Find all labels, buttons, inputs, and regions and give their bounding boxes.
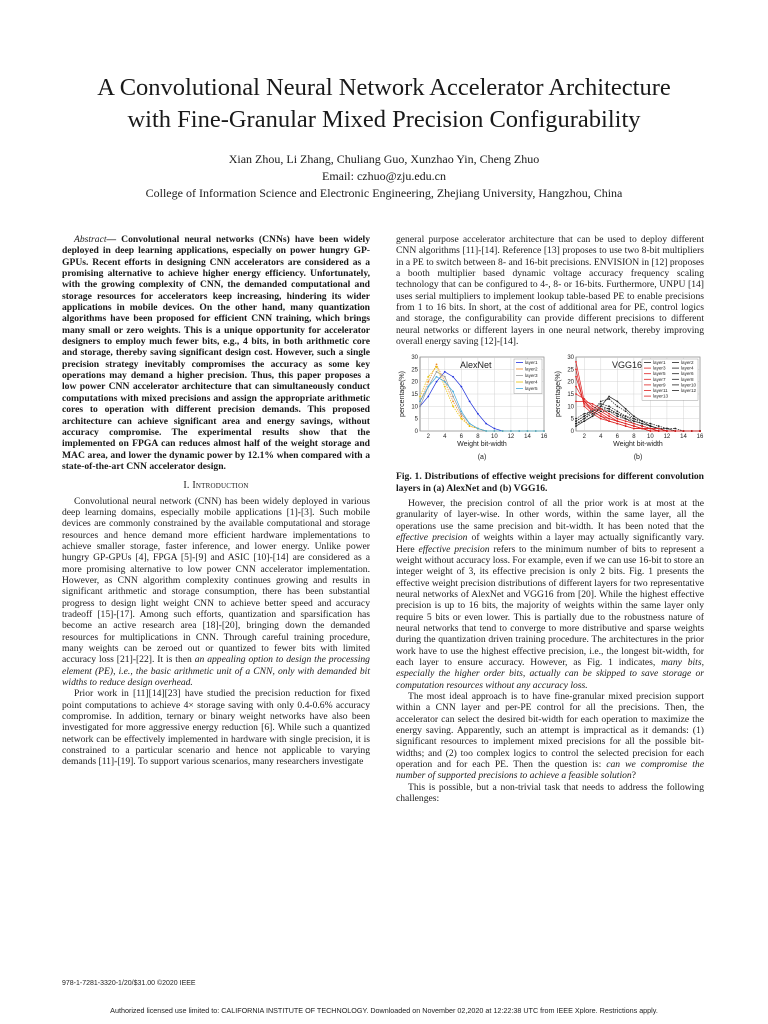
data-point-layer5 — [469, 423, 471, 425]
x-tick-label: 6 — [615, 434, 620, 441]
chart-title: VGG16 — [612, 360, 643, 371]
rp2-em1: effective precision — [396, 532, 468, 544]
data-point-layer10 — [583, 418, 585, 420]
y-tick-label: 0 — [414, 429, 418, 436]
data-point-layer1 — [633, 416, 635, 418]
legend-entry: layer5 — [653, 371, 666, 377]
data-point-layer13 — [674, 431, 676, 433]
data-point-layer8 — [575, 421, 577, 423]
right-paragraph-1: general purpose accelerator architecture that can be used to deploy different CNN algorithms [11]-[14]. Reference [13] proposes to use two 8-bit multipliers in a PE to switch between 8- and 16-bit precisions. ENVISION in [12] proposes a booth multiplier based dynamic voltage accuracy frequency scaling technology that can be configured to 4-, 8- or 16-bits. Furthermore, UNPU [14] uses serial multipliers to implement lookup table-based PE to enable precisions from 1 to 16 bits. In short, at the cost of additional area for PE, control logics and storage, the configurability can provide different precisions to different neural networks or different layers in one neural network, thereby improving overall energy saving [12]-[14]. — [396, 234, 704, 348]
figure-caption: Fig. 1. Distributions of effective weight precisions for different convolution layers in (a) AlexNet and (b) VGG16. — [396, 471, 704, 494]
legend-entry: layer13 — [653, 394, 669, 400]
data-point-layer2 — [608, 398, 610, 400]
rp2-em2: effective precision — [418, 543, 490, 555]
x-tick-label: 4 — [443, 434, 447, 441]
data-point-layer1 — [625, 408, 627, 410]
title-line-1: A Convolutional Neural Network Accelerator Architecture — [97, 74, 671, 101]
data-point-layer9 — [600, 413, 602, 415]
data-point-layer1 — [469, 401, 471, 403]
data-point-layer12 — [658, 426, 660, 428]
data-point-layer2 — [616, 406, 618, 408]
data-point-layer13 — [592, 403, 594, 405]
data-point-layer6 — [583, 413, 585, 415]
data-point-layer5 — [575, 369, 577, 371]
data-point-layer5 — [436, 376, 438, 378]
data-point-layer5 — [494, 431, 496, 433]
data-point-layer13 — [616, 418, 618, 420]
license-notice: Authorized licensed use limited to: CALIFORNIA INSTITUTE OF TECHNOLOGY. Downloaded on November 02,2020 at 12:22:38 UTC from IEEE Xplore. Restrictions apply. — [110, 1006, 658, 1015]
data-point-layer11 — [583, 398, 585, 400]
y-tick-label: 0 — [570, 429, 574, 436]
chart-vgg16 — [552, 353, 704, 463]
data-point-layer4 — [444, 386, 446, 388]
data-point-layer5 — [518, 431, 520, 433]
legend-entry: layer1 — [653, 360, 666, 366]
data-point-layer10 — [616, 416, 618, 418]
data-point-layer5 — [460, 411, 462, 413]
data-point-layer5 — [535, 431, 537, 433]
data-point-layer1 — [436, 381, 438, 383]
data-point-layer5 — [452, 391, 454, 393]
y-tick-label: 20 — [567, 380, 574, 387]
data-point-layer12 — [650, 423, 652, 425]
panel-label: (a) — [477, 454, 487, 462]
data-point-layer11 — [575, 394, 577, 396]
legend-entry: layer11 — [653, 388, 668, 394]
rp2-c: refers to the minimum number of bits to represent a weight without accuracy loss. For example, even if we can use 16-bit to store an integer weight of 3, its effective precision is only 2 bits. Fig. 1 presents the effective weight precision distributions of different layers for two representative neural networks of AlexNet and VGG16 from [20]. While the highest effective precision is up to 16 bits, the majority of weights within the same layer only require 5 bits or even lower. This is partially due to the robustness nature of neural networks that tend to converge to more distributive and sparse weights during the quantization driven training procedure. The architectures in the prior work have to use the highest effective precision, i.e., the longest bit-width, for each layer to ensure accuracy. However, as Fig. 1 indicates, — [396, 543, 704, 668]
data-point-layer13 — [600, 408, 602, 410]
left-column — [62, 234, 370, 768]
data-point-layer12 — [583, 421, 585, 423]
data-point-layer13 — [608, 413, 610, 415]
data-point-layer2 — [625, 411, 627, 413]
rp3-em: can we compromise the number of supported precisions to achieve a feasible solution — [396, 759, 704, 782]
chart-title: AlexNet — [460, 360, 492, 371]
data-point-layer12 — [674, 428, 676, 430]
data-point-layer9 — [608, 418, 610, 420]
data-point-layer1 — [608, 396, 610, 398]
data-point-layer10 — [633, 421, 635, 423]
rp2-b: of weights within a layer may actually significantly vary. Here — [396, 532, 704, 555]
x-tick-label: 14 — [524, 434, 531, 441]
data-point-layer11 — [633, 426, 635, 428]
x-tick-label: 4 — [599, 434, 603, 441]
data-point-layer5 — [608, 421, 610, 423]
x-tick-label: 16 — [540, 434, 548, 441]
data-point-layer13 — [658, 428, 660, 430]
rp3-a: The most ideal approach is to have fine-granular mixed precision support within a CNN layer and per-PE control for all the precisions. Then, the accelerator can select the desired bit-width for each operation to maximize the energy saving. Apparently, such an attempt is impractical as it demands: (1) significant resources to implement mixed precisions for all the possible bit-widths; and (2) too complex logics to control the selected precision for each operation and for each PE. Then the question is: — [396, 690, 704, 771]
rp3-b: ? — [631, 770, 636, 782]
x-tick-label: 10 — [647, 434, 654, 441]
data-point-layer9 — [575, 386, 577, 388]
footer-isbn: 978-1-7281-3320-1/20/$31.00 ©2020 IEEE — [62, 980, 196, 987]
data-point-layer4 — [616, 411, 618, 413]
data-point-layer3 — [460, 413, 462, 415]
x-tick-label: 2 — [582, 434, 586, 441]
data-point-layer2 — [600, 401, 602, 403]
data-point-layer11 — [658, 431, 660, 433]
legend-entry: layer6 — [681, 371, 694, 377]
abstract-text: Convolutional neural networks (CNNs) have been widely deployed in deep learning applications, especially on power hungry GP-GPUs. Recent efforts in designing CNN accelerators are considered as a promising alternative to achieve higher energy efficiency. Unfortunately, with the growing complexity of CNN, the demanded computational and storage resources for accelerators keep increasing, hindering its wider applications in mobile devices. On the other hand, many quantization algorithms have been proposed for efficient CNN training, which brings many small or zero weights. This is a unique opportunity for accelerator designers to employ much fewer bits, e.g., 4 bits, in both arithmetic core and storage, thereby saving significant design cost. However, such a single precision strategy inevitably compromises the accuracy as some key operations may demand a higher precision. Thus, this paper proposes a low power CNN accelerator architecture that can simultaneously conduct computations with mixed precisions and assign the appropriate arithmetic cores to operation with different precision demands. This proposed architecture can achieve significant area and energy savings, without accuracy compromise. The experimental results show that the implemented on FPGA can reduces almost half of the weight storage and MAC area, and lower the dynamic power by 12.1% when compared with a state-of-the-art CNN accelerator design. — [62, 234, 370, 472]
affiliation: College of Information Science and Electronic Engineering, Zhejiang University, Hangzhou, China — [145, 186, 623, 200]
data-point-layer4 — [452, 406, 454, 408]
data-point-layer3 — [444, 376, 446, 378]
data-point-layer3 — [436, 371, 438, 373]
data-point-layer8 — [608, 408, 610, 410]
data-point-layer4 — [436, 366, 438, 368]
data-point-layer7 — [583, 403, 585, 405]
data-point-layer1 — [494, 428, 496, 430]
data-point-layer12 — [608, 411, 610, 413]
intro-p1-emphasis: an appealing option to design the processing element (PE), i.e., the basic arithmetic unit of a CNN, only with demanded bit widths to reduce design overhead. — [62, 654, 370, 689]
data-point-layer6 — [575, 418, 577, 420]
data-point-layer13 — [683, 431, 685, 433]
data-point-layer5 — [625, 426, 627, 428]
x-tick-label: 2 — [426, 434, 430, 441]
data-point-layer1 — [485, 423, 487, 425]
y-tick-label: 15 — [411, 392, 418, 399]
data-point-layer1 — [452, 376, 454, 378]
section-number: I. — [183, 480, 190, 492]
y-axis-label: percentage(%) — [399, 371, 406, 418]
data-point-layer11 — [641, 428, 643, 430]
data-point-layer4 — [460, 418, 462, 420]
y-tick-label: 30 — [411, 355, 418, 362]
figure-1 — [396, 353, 704, 465]
y-tick-label: 15 — [567, 392, 574, 399]
right-column — [396, 234, 704, 804]
right-paragraph-3 — [396, 691, 704, 782]
x-axis-label: Weight bit-width — [613, 441, 663, 449]
x-tick-label: 12 — [663, 434, 671, 441]
data-point-layer13 — [575, 401, 577, 403]
data-point-layer5 — [427, 386, 429, 388]
legend-entry: layer9 — [653, 382, 666, 388]
rp2-em3: many bits, especially the higher order bits, actually can be skipped to save storage or computation resources without any accuracy loss. — [396, 656, 704, 691]
data-point-layer13 — [666, 431, 668, 433]
data-point-layer1 — [460, 386, 462, 388]
data-point-layer5 — [543, 431, 545, 433]
data-point-layer13 — [691, 431, 693, 433]
legend-entry: layer5 — [525, 386, 538, 392]
authors: Xian Zhou, Li Zhang, Chuliang Guo, Xunzhao Yin, Cheng Zhuo — [228, 152, 540, 166]
data-point-layer11 — [592, 406, 594, 408]
data-point-layer11 — [608, 416, 610, 418]
x-tick-label: 8 — [476, 434, 480, 441]
data-point-layer4 — [427, 376, 429, 378]
data-point-layer5 — [616, 423, 618, 425]
legend-entry: layer12 — [681, 388, 697, 394]
data-point-layer2 — [452, 401, 454, 403]
abstract — [62, 234, 370, 472]
data-point-layer2 — [427, 381, 429, 383]
data-point-layer5 — [633, 428, 635, 430]
data-point-layer8 — [583, 416, 585, 418]
data-point-layer5 — [600, 418, 602, 420]
x-tick-label: 12 — [507, 434, 515, 441]
data-point-layer8 — [592, 411, 594, 413]
y-tick-label: 5 — [414, 417, 418, 424]
data-point-layer1 — [427, 396, 429, 398]
data-point-layer5 — [419, 401, 421, 403]
x-tick-label: 14 — [680, 434, 687, 441]
y-tick-label: 20 — [411, 380, 418, 387]
legend-entry: layer8 — [681, 377, 694, 383]
x-axis-label: Weight bit-width — [457, 441, 507, 449]
legend-entry: layer2 — [525, 366, 538, 372]
data-point-layer2 — [436, 364, 438, 366]
y-tick-label: 25 — [411, 367, 418, 374]
right-paragraph-2 — [396, 498, 704, 691]
data-point-layer4 — [600, 403, 602, 405]
data-point-layer4 — [469, 426, 471, 428]
data-point-layer3 — [419, 406, 421, 408]
data-point-layer5 — [527, 431, 529, 433]
legend-entry: layer4 — [525, 379, 538, 385]
data-point-layer12 — [625, 416, 627, 418]
x-tick-label: 6 — [459, 434, 464, 441]
data-point-layer5 — [444, 381, 446, 383]
legend-entry: layer3 — [525, 373, 538, 379]
y-tick-label: 30 — [567, 355, 574, 362]
x-tick-label: 16 — [696, 434, 704, 441]
y-tick-label: 25 — [567, 367, 574, 374]
section-heading — [62, 480, 370, 491]
data-point-layer11 — [616, 421, 618, 423]
data-point-layer5 — [485, 431, 487, 433]
chart-alexnet-svg — [396, 353, 548, 463]
data-point-layer12 — [616, 413, 618, 415]
data-point-layer10 — [625, 418, 627, 420]
right-paragraph-4: This is possible, but a non-trivial task that needs to address the following challenges: — [396, 781, 704, 805]
data-point-layer10 — [650, 426, 652, 428]
data-point-layer11 — [625, 423, 627, 425]
data-point-layer13 — [650, 428, 652, 430]
legend-entry: layer7 — [653, 377, 666, 383]
chart-vgg16-svg — [552, 353, 704, 463]
y-axis-label: percentage(%) — [555, 371, 562, 418]
data-point-layer13 — [699, 431, 701, 433]
legend-entry: layer10 — [681, 382, 697, 388]
data-point-layer2 — [460, 416, 462, 418]
data-point-layer3 — [575, 361, 577, 363]
legend-entry: layer1 — [525, 360, 538, 366]
abstract-dash: — — [106, 234, 122, 245]
data-point-layer7 — [575, 376, 577, 378]
paper-title — [30, 72, 738, 136]
data-point-layer4 — [419, 396, 421, 398]
legend-entry: layer4 — [681, 366, 694, 372]
data-point-layer12 — [641, 421, 643, 423]
x-tick-label: 8 — [632, 434, 636, 441]
y-tick-label: 5 — [570, 417, 574, 424]
data-point-layer1 — [616, 401, 618, 403]
intro-p1-text: Convolutional neural network (CNN) has been widely deployed in various deep learning domains, especially mobile applications [1]-[3]. Such mobile devices are commonly constrained by the available computational and storage resources and hence demand more efficient hardware implementations to achieve smaller storage, faster inference, and lower energy. Unlike power hungry GP-GPUs [4], FPGA [5]-[9] and ASIC [10]-[14] are considered as a more promising alternative to low power CNN accelerator implementation. However, as CNN algorithm complexity continues growing and results in significant arithmetic and storage consumption, there has been substantial progress to design light weight CNN to achieve better speed and accuracy tradeoff [15]-[17]. Among such efforts, quantization and sparsification has become an active research area [18]-[20], bringing down the demanded resources for multiplications in CNN. Through careful training procedure, many weights can be zeroed out or quantized to fewer bits with limited accuracy loss [21]-[22]. It is then — [62, 495, 370, 666]
data-point-layer13 — [625, 421, 627, 423]
data-point-layer12 — [575, 423, 577, 425]
data-point-layer10 — [641, 423, 643, 425]
data-point-layer3 — [452, 396, 454, 398]
data-point-layer5 — [502, 431, 504, 433]
data-point-layer5 — [583, 406, 585, 408]
data-point-layer7 — [600, 416, 602, 418]
panel-label: (b) — [633, 454, 643, 462]
data-point-layer5 — [510, 431, 512, 433]
data-point-layer12 — [600, 411, 602, 413]
legend-entry: layer3 — [653, 366, 666, 372]
data-point-layer9 — [650, 431, 652, 433]
title-line-2: with Fine-Granular Mixed Precision Configurability — [127, 106, 641, 133]
data-point-layer13 — [641, 426, 643, 428]
legend-entry: layer2 — [681, 360, 694, 366]
rp2-a: However, the precision control of all the prior work is at most at the granularity of layer-wise. In other words, within the same layer, all the operations use the same precision and bit-width. It has been noted that the — [396, 498, 704, 532]
data-point-layer1 — [444, 371, 446, 373]
data-point-layer10 — [592, 413, 594, 415]
data-point-layer13 — [633, 423, 635, 425]
data-point-layer13 — [583, 401, 585, 403]
intro-paragraph-1 — [62, 496, 370, 689]
data-point-layer8 — [600, 406, 602, 408]
intro-paragraph-2: Prior work in [11][14][23] have studied the precision reduction for fixed point computations to achieve 4× storage saving with only 0.4-0.6% accuracy compromise. In addition, ternary or binary weight networks have also been investigated for more aggressive energy reduction [6]. While such a quantized network can be effectively implemented in hardware with single precision, it is constrained to a particular scenario and hence not applicable to varying demands [11]-[19]. To support various scenarios, many researchers investigate — [62, 688, 370, 768]
data-point-layer12 — [592, 416, 594, 418]
section-title: Introduction — [192, 480, 249, 492]
y-tick-label: 10 — [411, 404, 418, 411]
data-point-layer4 — [608, 406, 610, 408]
x-tick-label: 10 — [491, 434, 498, 441]
data-point-layer1 — [477, 413, 479, 415]
chart-alexnet — [396, 353, 548, 463]
email: Email: czhuo@zju.edu.cn — [321, 169, 446, 183]
y-tick-label: 10 — [567, 404, 574, 411]
data-point-layer1 — [575, 426, 577, 428]
data-point-layer12 — [633, 418, 635, 420]
data-point-layer5 — [477, 428, 479, 430]
abstract-lead: Abstract — [74, 234, 107, 245]
data-point-layer12 — [666, 428, 668, 430]
data-point-layer9 — [592, 408, 594, 410]
